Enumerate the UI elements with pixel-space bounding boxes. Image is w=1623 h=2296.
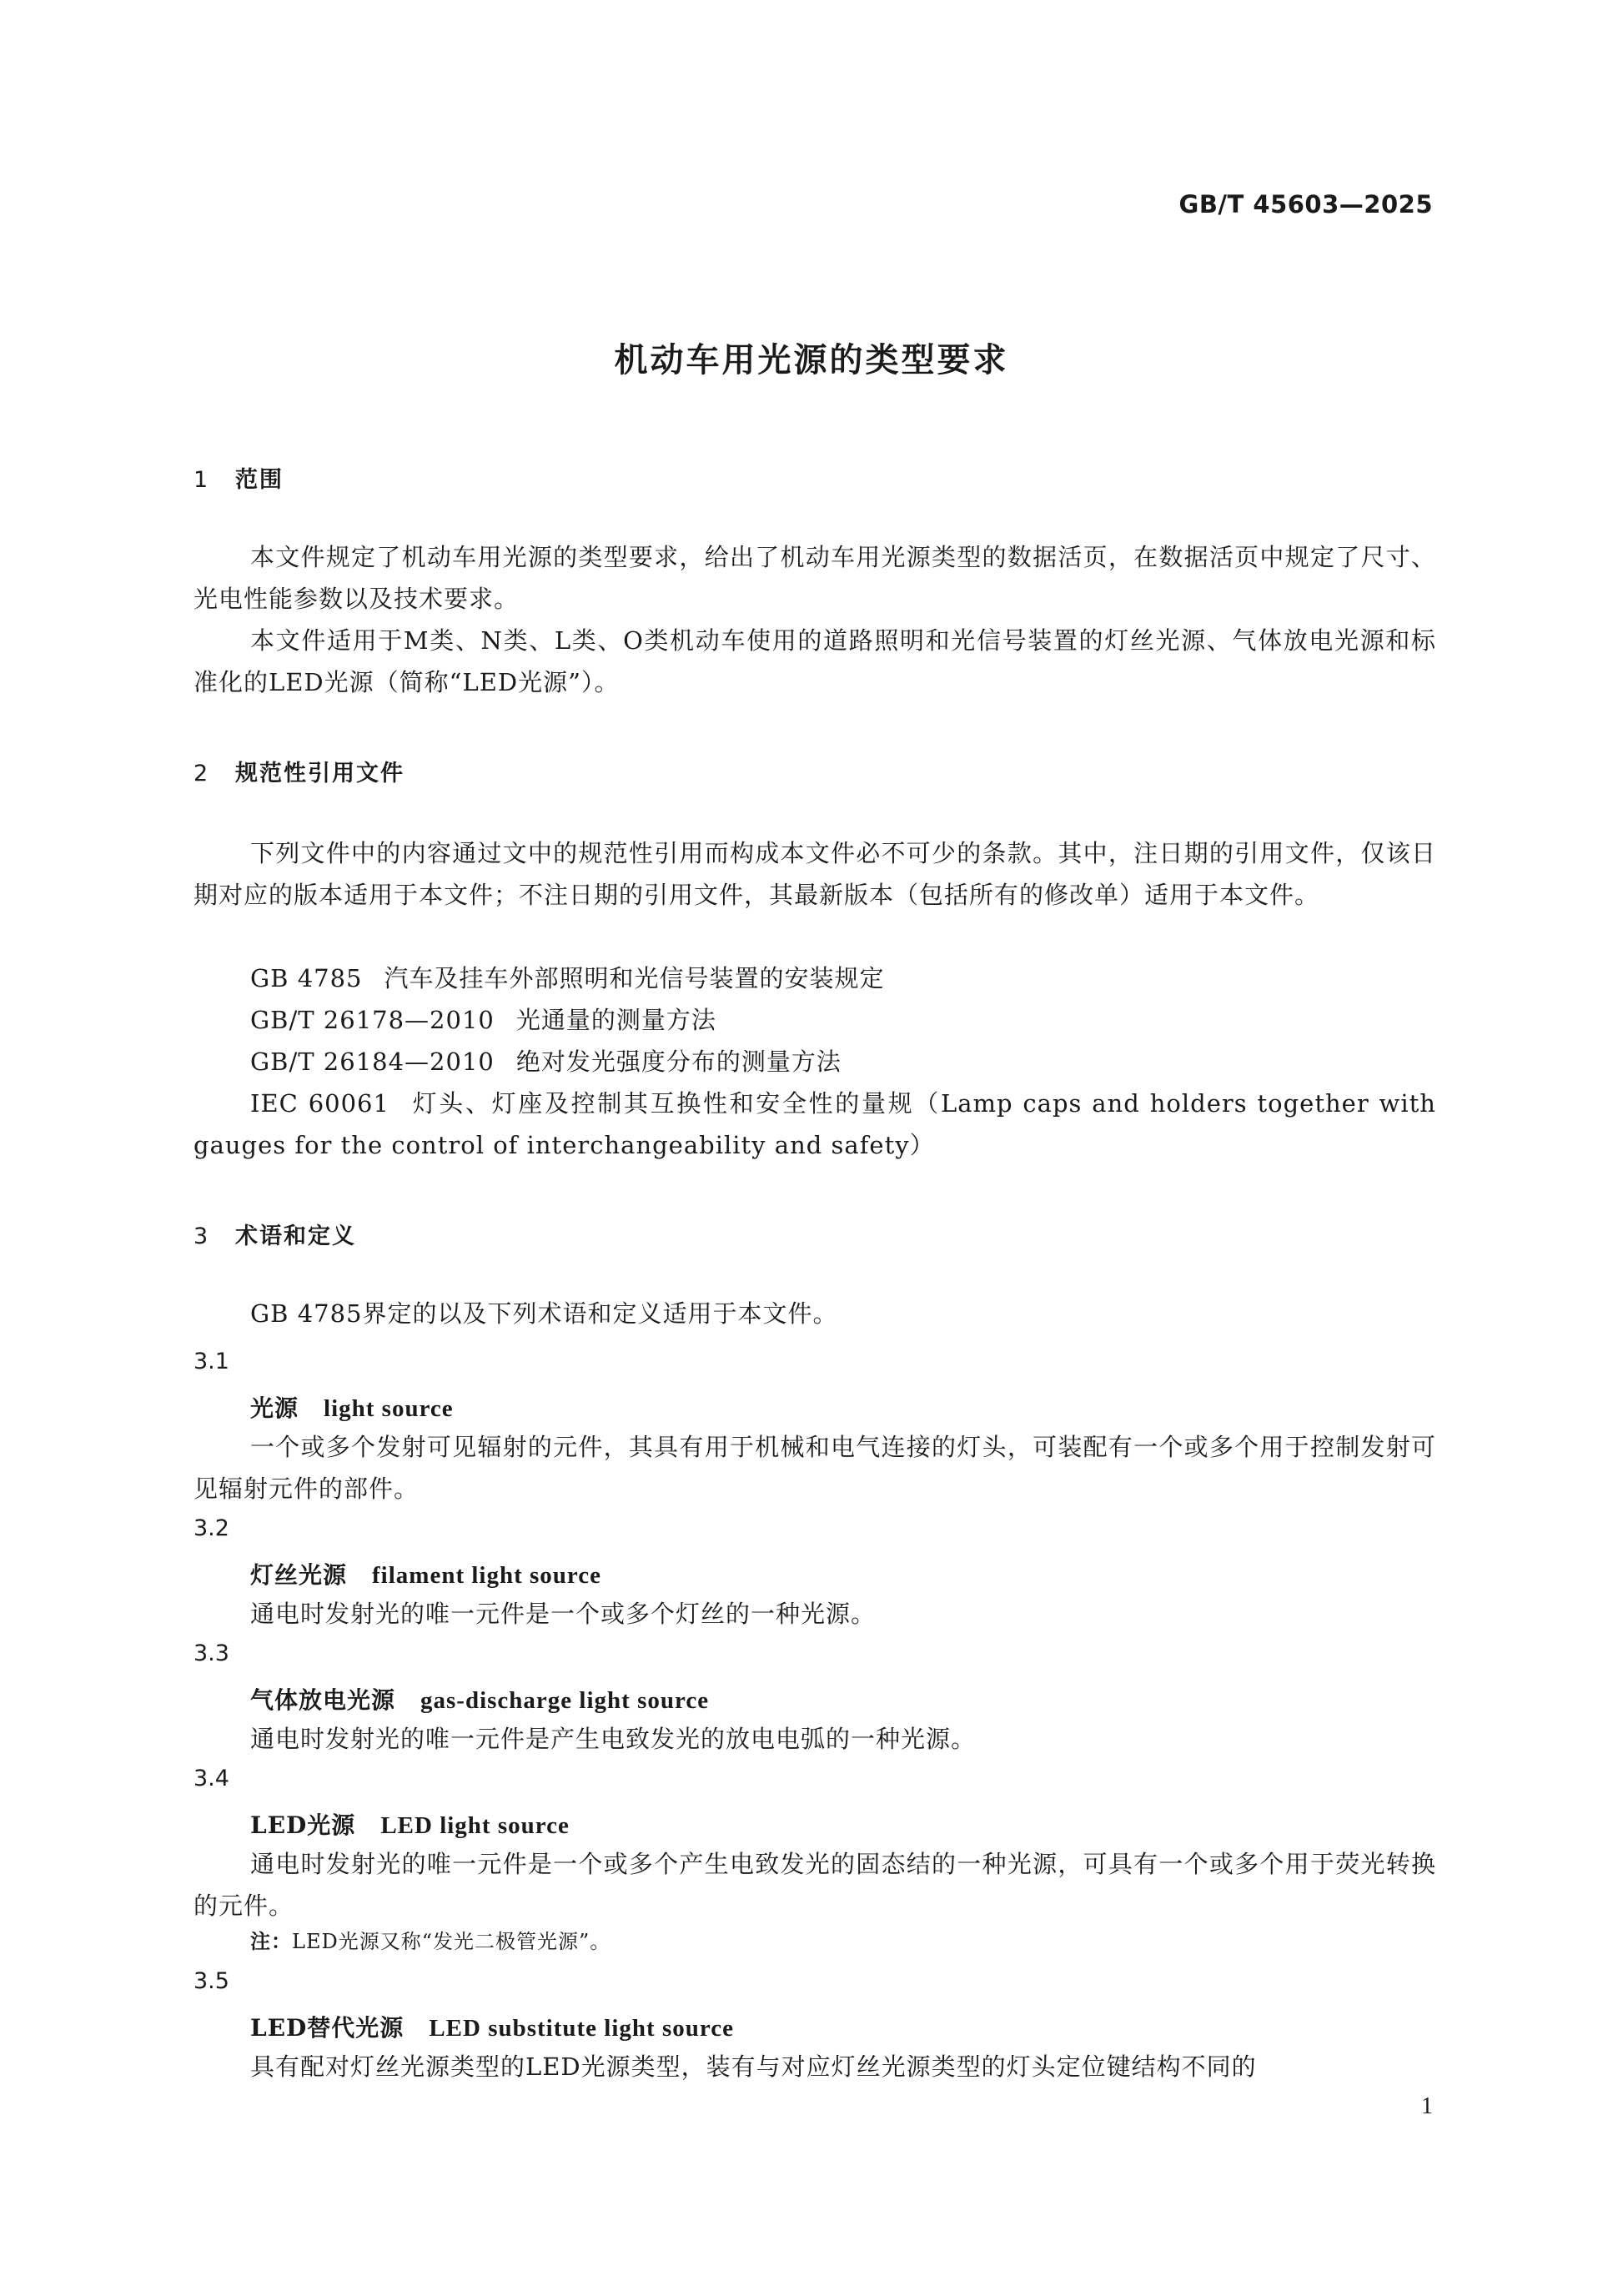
section-title: 范围: [235, 467, 284, 493]
term-name-zh: LED光源: [250, 1811, 356, 1839]
term-name: [250, 1682, 709, 1716]
reference-item: [250, 1041, 1436, 1083]
term-name-en: light source: [324, 1395, 454, 1422]
term-definition: 具有配对灯丝光源类型的LED光源类型，装有与对应灯丝光源类型的灯头定位键结构不同的: [250, 2052, 1257, 2081]
term-name-en: filament light source: [372, 1562, 602, 1589]
term-number: 3.4: [193, 1766, 229, 1791]
term-definition: 通电时发射光的唯一元件是一个或多个产生电致发光的固态结的一种光源，可具有一个或多个用于荧光转换的元件。: [193, 1850, 1436, 1920]
term-note: [250, 1925, 611, 1954]
term-definition: 一个或多个发射可见辐射的元件，其具有用于机械和电气连接的灯头，可装配有一个或多个用于控制发射可见辐射元件的部件。: [193, 1433, 1436, 1503]
reference-item: [193, 1083, 1436, 1166]
section-2-heading: [193, 755, 404, 787]
term-name-en: gas-discharge light source: [420, 1687, 710, 1714]
section-1-paragraph-2: 本文件适用于M类、N类、L类、O类机动车使用的道路照明和光信号装置的灯丝光源、气体放电光源和标准化的LED光源（简称“LED光源”）。: [193, 626, 1436, 696]
term-name-zh: 光源: [250, 1394, 299, 1422]
section-2-paragraph: 下列文件中的内容通过文中的规范性引用而构成本文件必不可少的条款。其中，注日期的引用文件，仅该日期对应的版本适用于本文件；不注日期的引用文件，其最新版本（包括所有的修改单）适用于本文件。: [193, 839, 1436, 909]
page-number: 1: [1421, 2093, 1433, 2119]
standard-number: GB/T 45603—2025: [1178, 190, 1433, 219]
term-number: 3.1: [193, 1349, 229, 1374]
reference-code: GB/T 26178—2010: [250, 1006, 495, 1034]
section-number: 3: [193, 1223, 210, 1249]
section-1-paragraph-1: 本文件规定了机动车用光源的类型要求，给出了机动车用光源类型的数据活页，在数据活页中规定了尺寸、光电性能参数以及技术要求。: [193, 543, 1436, 613]
term-name-zh: 气体放电光源: [250, 1686, 396, 1714]
reference-title: 灯头、灯座及控制其互换性和安全性的量规（Lamp caps and holders together with gauges for the control of interchangeability and safety）: [193, 1089, 1436, 1159]
term-number: 3.5: [193, 1968, 229, 1994]
term-number: 3.3: [193, 1640, 229, 1666]
document-title: 机动车用光源的类型要求: [614, 341, 1009, 379]
term-name-zh: LED替代光源: [250, 2014, 404, 2042]
term-name: [250, 2010, 734, 2043]
term-name-zh: 灯丝光源: [250, 1561, 348, 1589]
reference-code: GB/T 26184—2010: [250, 1048, 495, 1076]
term-name: [250, 1557, 601, 1590]
term-name-en: LED light source: [380, 1812, 570, 1839]
reference-item: [250, 957, 1436, 999]
term-definition: 通电时发射光的唯一元件是一个或多个灯丝的一种光源。: [250, 1600, 877, 1628]
term-number: 3.2: [193, 1515, 229, 1541]
term-definition: 通电时发射光的唯一元件是产生电致发光的放电电弧的一种光源。: [250, 1725, 977, 1753]
term-name: [250, 1807, 570, 1841]
section-number: 2: [193, 761, 210, 786]
note-label: 注：: [250, 1930, 292, 1953]
section-3-heading: [193, 1218, 356, 1250]
reference-code: IEC 60061: [250, 1089, 389, 1118]
reference-item: [250, 999, 1436, 1041]
section-title: 术语和定义: [235, 1223, 356, 1249]
term-name: [250, 1390, 454, 1424]
note-text: LED光源又称“发光二极管光源”。: [292, 1930, 611, 1953]
section-title: 规范性引用文件: [235, 761, 404, 786]
reference-title: 光通量的测量方法: [515, 1006, 716, 1034]
reference-title: 绝对发光强度分布的测量方法: [515, 1048, 842, 1076]
term-name-en: LED substitute light source: [429, 2015, 734, 2042]
section-3-intro: GB 4785界定的以及下列术语和定义适用于本文件。: [250, 1299, 838, 1328]
section-1-heading: [193, 461, 284, 494]
section-number: 1: [193, 467, 210, 493]
reference-title: 汽车及挂车外部照明和光信号装置的安装规定: [384, 964, 885, 992]
reference-code: GB 4785: [250, 964, 363, 992]
